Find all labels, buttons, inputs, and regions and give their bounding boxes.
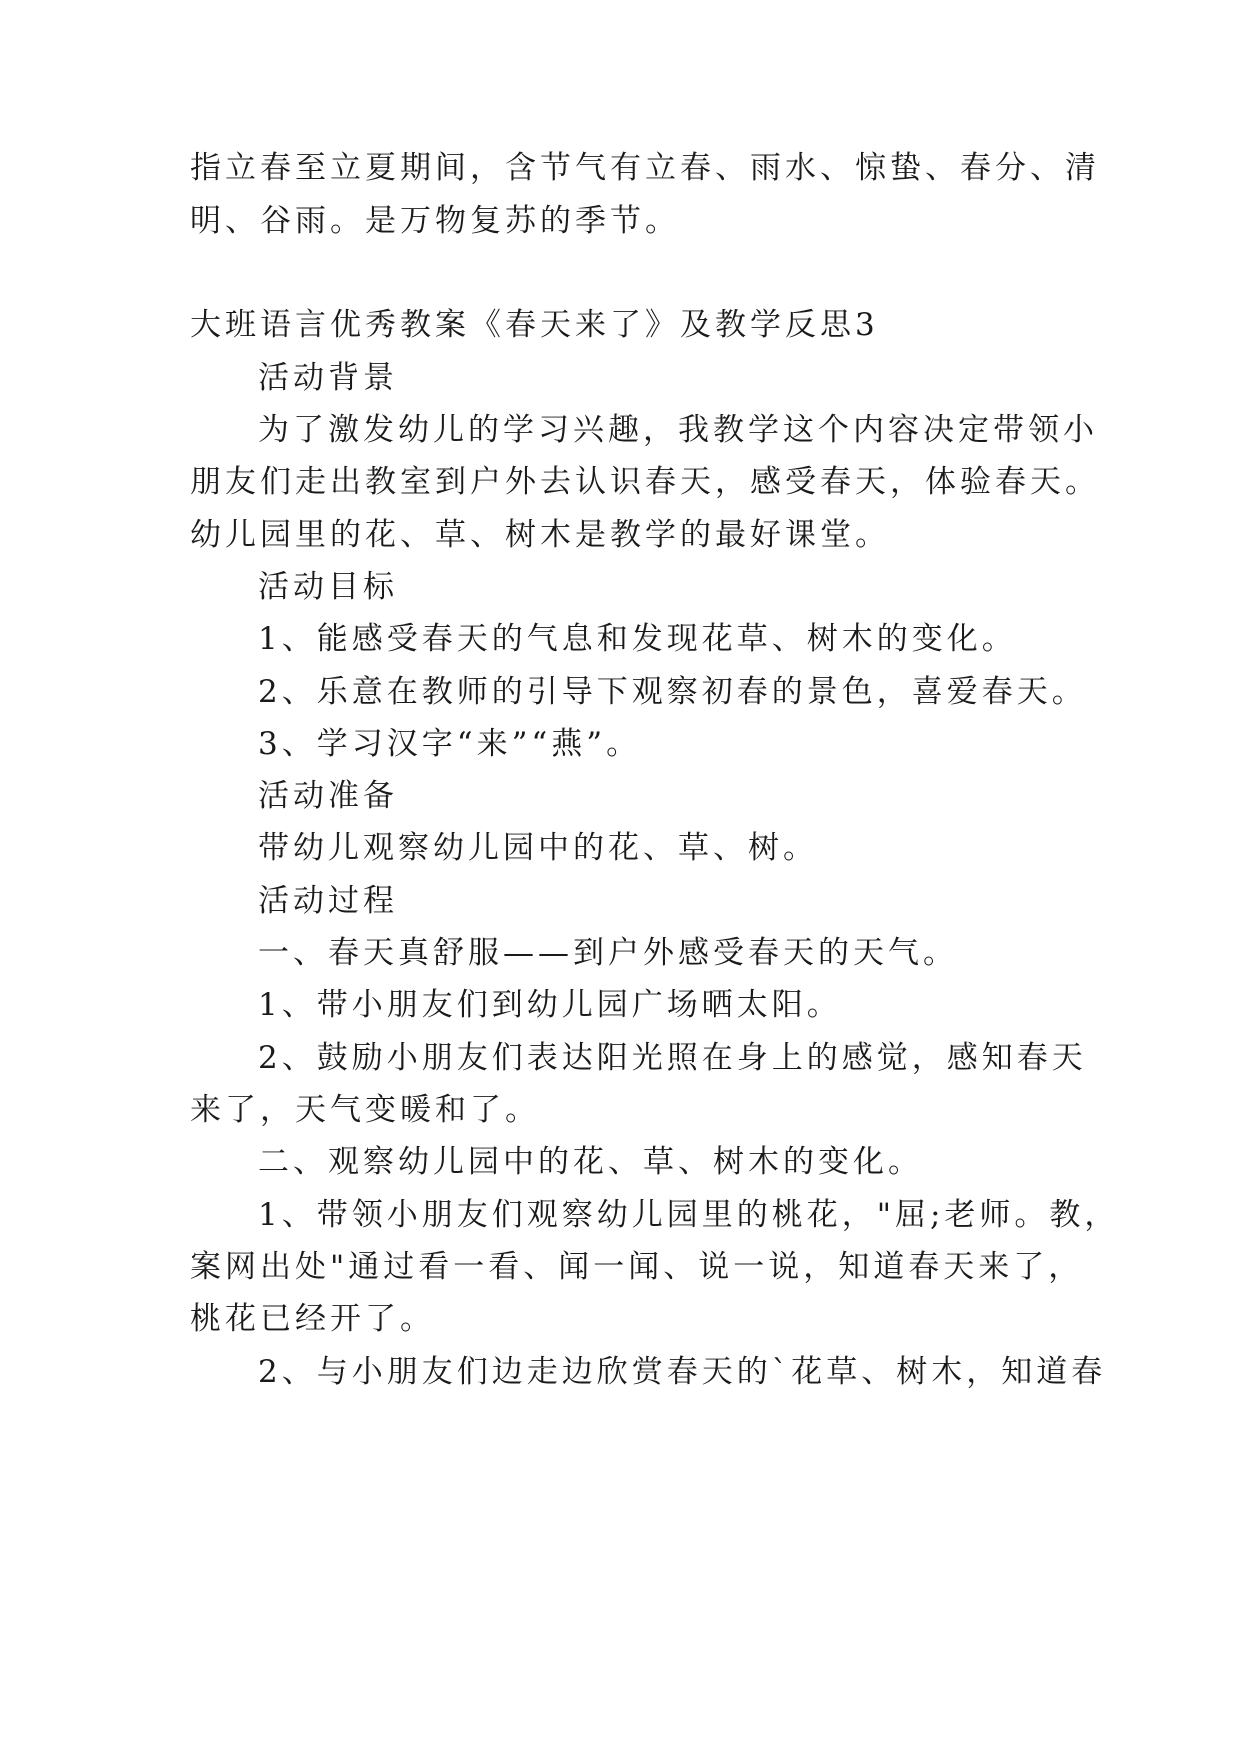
- subheading-preparation: 活动准备: [258, 778, 398, 814]
- text-line: 为了激发幼儿的学习兴趣，我教学这个内容决定带领小: [258, 412, 1098, 448]
- list-item: 1、带领小朋友们观察幼儿园里的桃花，"屈;老师。教，: [258, 1197, 1120, 1233]
- text-line: 案网出处"通过看一看、闻一闻、说一说，知道春天来了，: [190, 1249, 1084, 1285]
- text-line: 一、春天真舒服——到户外感受春天的天气。: [258, 935, 958, 971]
- list-item: 3、学习汉字“来”“燕”。: [258, 726, 642, 762]
- subheading-goals: 活动目标: [258, 569, 398, 605]
- list-item: 1、带小朋友们到幼儿园广场晒太阳。: [258, 987, 842, 1023]
- text-line: 幼儿园里的花、草、树木是教学的最好课堂。: [190, 517, 890, 553]
- list-item: 2、与小朋友们边走边欣赏春天的`花草、树木，知道春: [258, 1354, 1107, 1390]
- list-item: 2、鼓励小朋友们表达阳光照在身上的感觉，感知春天: [258, 1040, 1087, 1076]
- text-line: 指立春至立夏期间，含节气有立春、雨水、惊蛰、春分、清: [190, 150, 1100, 186]
- subheading-background: 活动背景: [258, 360, 398, 396]
- list-item: 2、乐意在教师的引导下观察初春的景色，喜爱春天。: [258, 674, 1087, 710]
- subheading-process: 活动过程: [258, 883, 398, 919]
- text-line: 二、观察幼儿园中的花、草、树木的变化。: [258, 1144, 923, 1180]
- text-line: 桃花已经开了。: [190, 1301, 435, 1337]
- text-line: 朋友们走出教室到户外去认识春天，感受春天，体验春天。: [190, 464, 1100, 500]
- text-line: 带幼儿观察幼儿园中的花、草、树。: [258, 830, 818, 866]
- text-line: 明、谷雨。是万物复苏的季节。: [190, 203, 680, 239]
- list-item: 1、能感受春天的气息和发现花草、树木的变化。: [258, 621, 1017, 657]
- text-line: 来了，天气变暖和了。: [190, 1092, 540, 1128]
- section-title: 大班语言优秀教案《春天来了》及教学反思3: [190, 307, 879, 343]
